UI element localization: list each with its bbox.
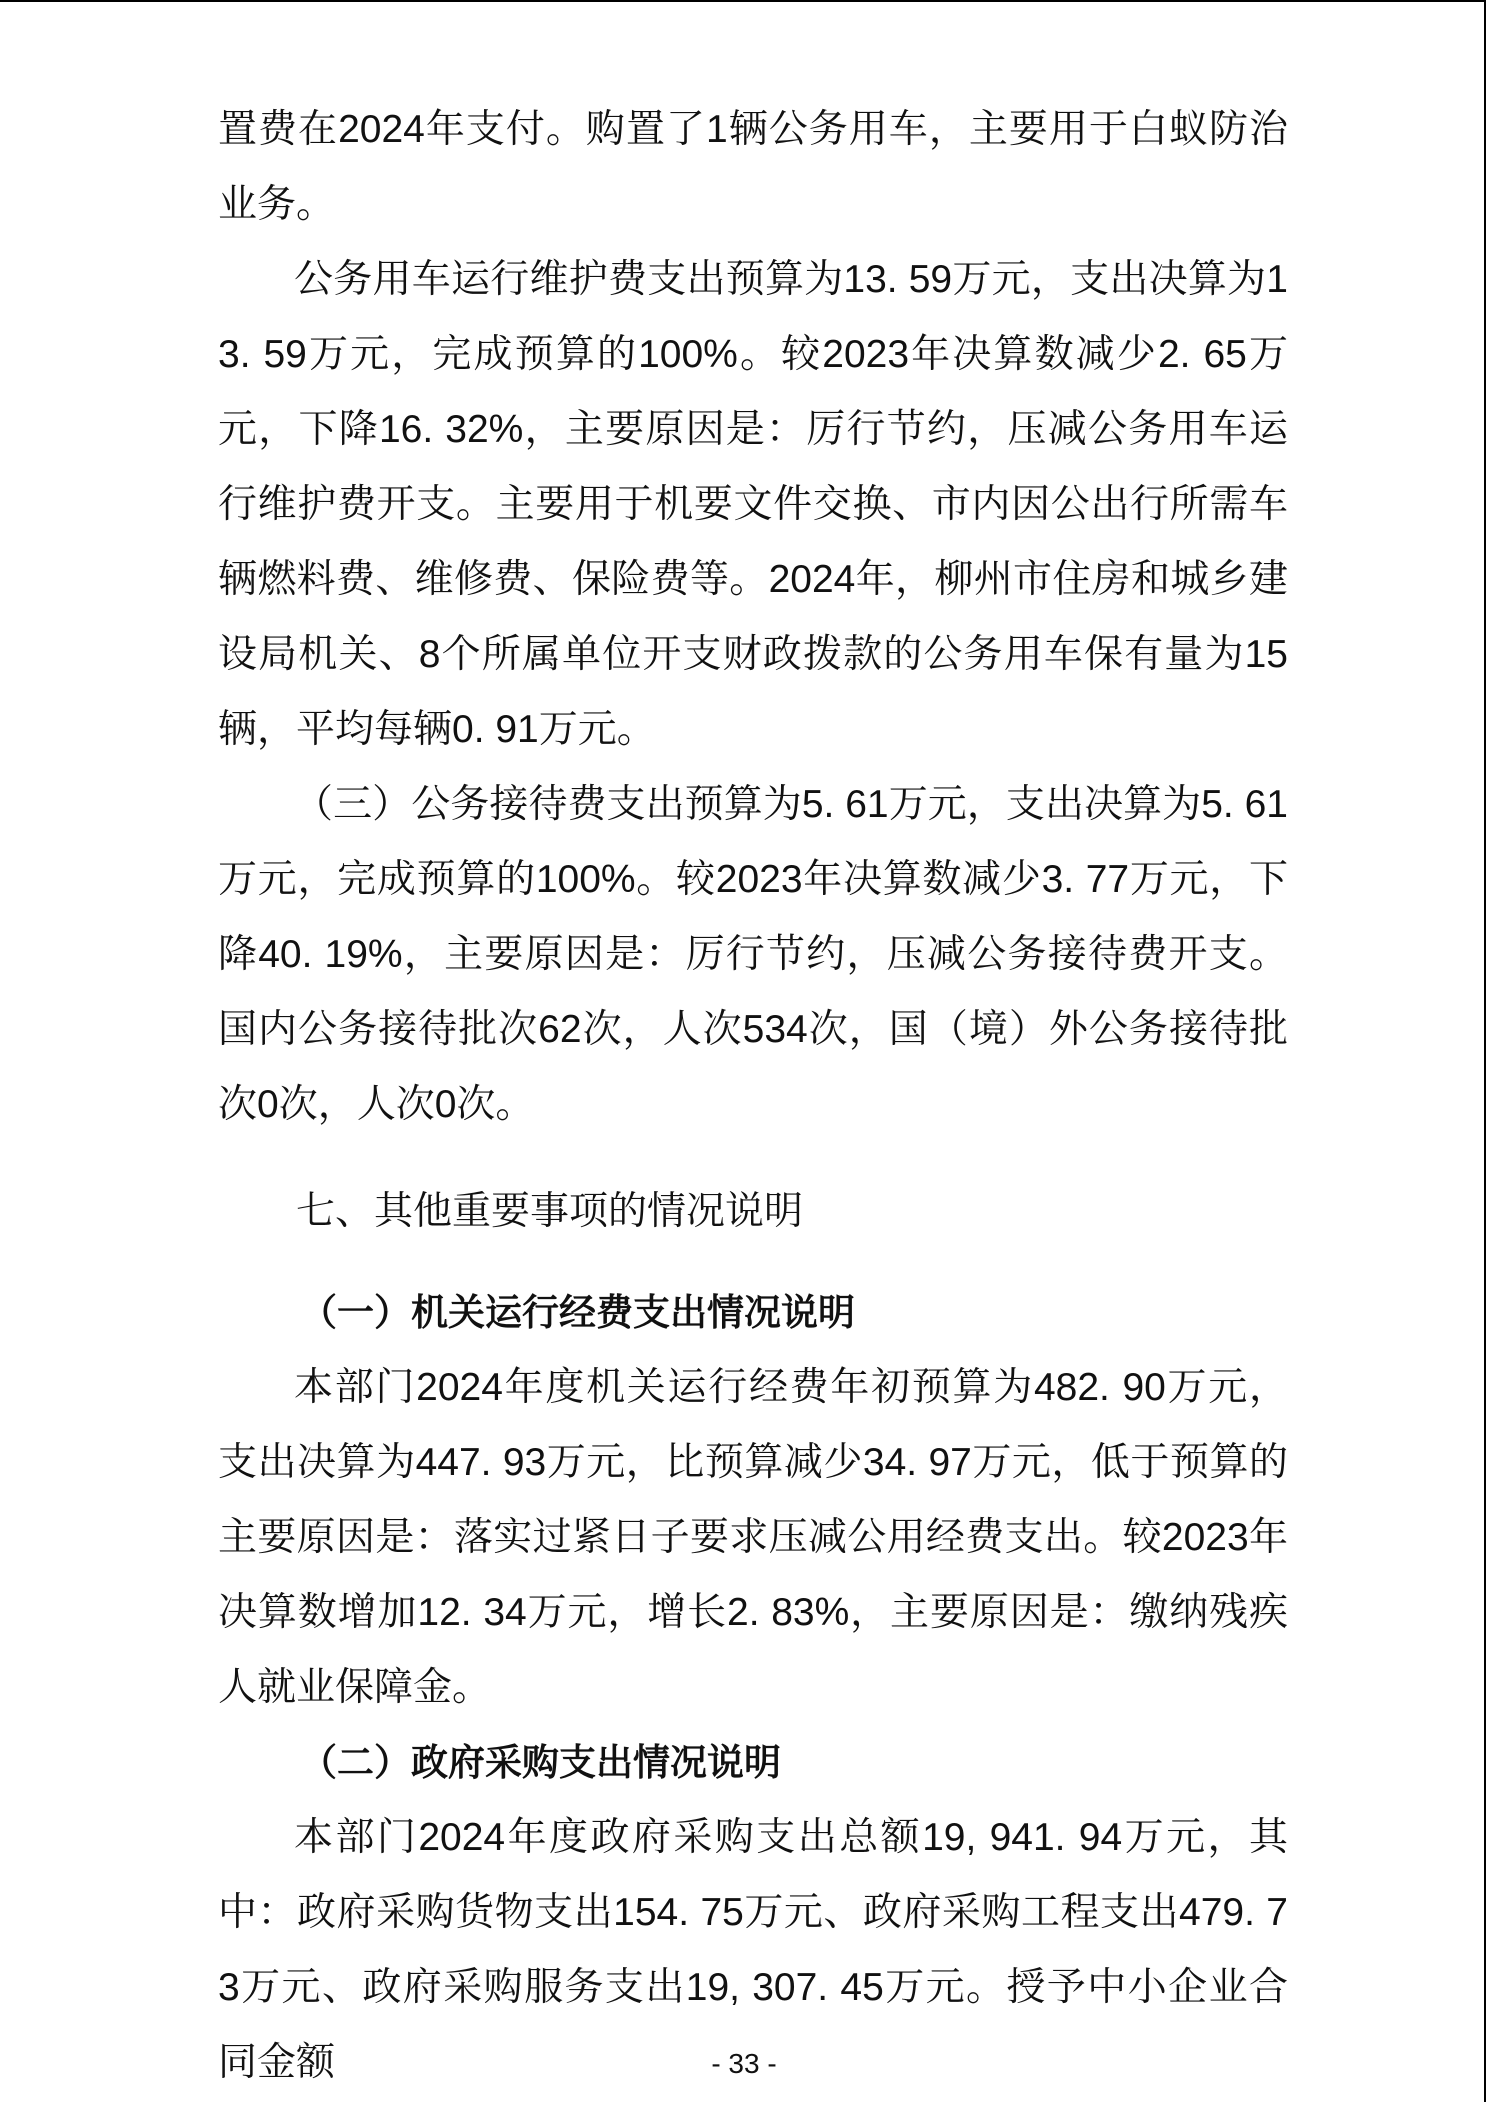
page-number: - 33 - xyxy=(711,2048,777,2079)
paragraph-operating-expense: 本部门2024年度机关运行经费年初预算为482. 90万元，支出决算为447. 93万元，比预算减少34. 97万元，低于预算的主要原因是：落实过紧日子要求压减公用经费支出。较2023年决算数增加12. 34万元，增长2. 83%，主要原因是：缴纳残疾人就业保障金。 xyxy=(218,1366,1288,1709)
subsection-one-heading: （一）机关运行经费支出情况说明 xyxy=(300,1292,855,1333)
subsection-two-heading: （二）政府采购支出情况说明 xyxy=(300,1742,781,1783)
paragraph-reception-expense: （三）公务接待费支出预算为5. 61万元，支出决算为5. 61万元，完成预算的100%。较2023年决算数减少3. 77万元，下降40. 19%，主要原因是：厉行节约，压减公务接待费开支。国内公务接待批次62次，人次534次，国（境）外公务接待批次0次，人次0次。 xyxy=(218,783,1288,1126)
paragraph-procurement: 本部门2024年度政府采购支出总额19, 941. 94万元，其中：政府采购货物支出154. 75万元、政府采购工程支出479. 73万元、政府采购服务支出19, 307. 45万元。授予中小企业合同金额 xyxy=(218,1816,1288,2084)
paragraph-vehicle-maintenance: 公务用车运行维护费支出预算为13. 59万元，支出决算为13. 59万元，完成预算的100%。较2023年决算数减少2. 65万元，下降16. 32%，主要原因是：厉行节约，压减公务用车运行维护费开支。主要用于机要文件交换、市内因公出行所需车辆燃料费、维修费、保险费等。2024年，柳州市住房和城乡建设局机关、8个所属单位开支财政拨款的公务用车保有量为15辆，平均每辆0. 91万元。 xyxy=(218,258,1288,751)
document-body xyxy=(218,92,1288,2100)
paragraph-vehicle-purchase: 置费在2024年支付。购置了1辆公务用车，主要用于白蚁防治业务。 xyxy=(218,108,1288,226)
section-seven-heading: 七、其他重要事项的情况说明 xyxy=(296,1190,804,1233)
